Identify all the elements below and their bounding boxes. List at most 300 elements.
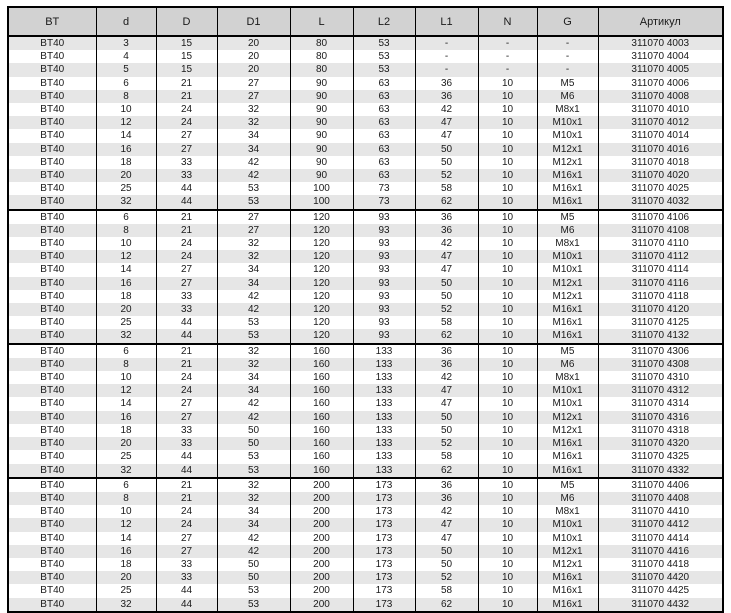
table-cell: 42 bbox=[217, 169, 290, 182]
table-cell: 62 bbox=[415, 195, 478, 209]
column-header-артикул: Артикул bbox=[598, 7, 723, 36]
table-cell: 47 bbox=[415, 532, 478, 545]
table-cell: 44 bbox=[156, 584, 217, 597]
table-cell: 36 bbox=[415, 77, 478, 90]
table-cell: BT40 bbox=[8, 182, 96, 195]
table-cell: M16x1 bbox=[537, 182, 598, 195]
table-cell: 311070 4110 bbox=[598, 237, 723, 250]
table-cell: 20 bbox=[217, 36, 290, 50]
table-cell: 25 bbox=[96, 182, 156, 195]
table-cell: BT40 bbox=[8, 532, 96, 545]
table-cell: M12x1 bbox=[537, 558, 598, 571]
table-cell: 34 bbox=[217, 129, 290, 142]
table-cell: 311070 4106 bbox=[598, 210, 723, 224]
table-cell: M16x1 bbox=[537, 195, 598, 209]
table-cell: 311070 4418 bbox=[598, 558, 723, 571]
table-row bbox=[8, 424, 723, 437]
table-row bbox=[8, 277, 723, 290]
table-cell: 8 bbox=[96, 90, 156, 103]
table-cell: 80 bbox=[290, 63, 353, 76]
header-row bbox=[8, 7, 723, 36]
table-cell: 93 bbox=[353, 277, 415, 290]
table-cell: 16 bbox=[96, 277, 156, 290]
table-cell: 47 bbox=[415, 384, 478, 397]
table-cell: BT40 bbox=[8, 384, 96, 397]
table-cell: 120 bbox=[290, 303, 353, 316]
table-cell: 5 bbox=[96, 63, 156, 76]
table-cell: 21 bbox=[156, 90, 217, 103]
table-cell: 42 bbox=[217, 303, 290, 316]
table-cell: 90 bbox=[290, 129, 353, 142]
table-cell: 21 bbox=[156, 224, 217, 237]
table-row bbox=[8, 358, 723, 371]
table-cell: BT40 bbox=[8, 77, 96, 90]
table-cell: 58 bbox=[415, 182, 478, 195]
table-cell: BT40 bbox=[8, 450, 96, 463]
table-cell: 10 bbox=[478, 103, 537, 116]
table-cell: 10 bbox=[478, 397, 537, 410]
table-cell: 311070 4012 bbox=[598, 116, 723, 129]
table-cell: 10 bbox=[478, 77, 537, 90]
table-cell: M16x1 bbox=[537, 598, 598, 612]
table-cell: 42 bbox=[217, 397, 290, 410]
table-cell: 32 bbox=[96, 598, 156, 612]
table-cell: 133 bbox=[353, 397, 415, 410]
table-cell: 311070 4003 bbox=[598, 36, 723, 50]
table-cell: 311070 4114 bbox=[598, 263, 723, 276]
column-header-g: G bbox=[537, 7, 598, 36]
table-cell: 93 bbox=[353, 210, 415, 224]
table-cell: 58 bbox=[415, 584, 478, 597]
table-cell: 311070 4006 bbox=[598, 77, 723, 90]
table-cell: 27 bbox=[156, 143, 217, 156]
table-cell: 133 bbox=[353, 464, 415, 478]
table-cell: - bbox=[537, 63, 598, 76]
table-cell: 53 bbox=[217, 464, 290, 478]
table-cell: 311070 4004 bbox=[598, 50, 723, 63]
table-cell: 200 bbox=[290, 571, 353, 584]
table-cell: M6 bbox=[537, 224, 598, 237]
table-cell: M8x1 bbox=[537, 371, 598, 384]
table-cell: M5 bbox=[537, 478, 598, 492]
table-cell: 16 bbox=[96, 411, 156, 424]
table-cell: 44 bbox=[156, 316, 217, 329]
table-cell: 10 bbox=[478, 518, 537, 531]
table-cell: 18 bbox=[96, 290, 156, 303]
table-cell: 44 bbox=[156, 598, 217, 612]
table-cell: 24 bbox=[156, 116, 217, 129]
table-cell: BT40 bbox=[8, 344, 96, 358]
table-cell: 34 bbox=[217, 518, 290, 531]
table-cell: BT40 bbox=[8, 250, 96, 263]
table-cell: 47 bbox=[415, 129, 478, 142]
table-cell: 50 bbox=[217, 437, 290, 450]
table-row bbox=[8, 195, 723, 209]
table-cell: 173 bbox=[353, 518, 415, 531]
table-cell: 32 bbox=[217, 492, 290, 505]
table-cell: 311070 4310 bbox=[598, 371, 723, 384]
table-cell: M10x1 bbox=[537, 263, 598, 276]
table-cell: 32 bbox=[217, 358, 290, 371]
column-header-d: d bbox=[96, 7, 156, 36]
table-cell: 10 bbox=[478, 290, 537, 303]
table-cell: 10 bbox=[478, 224, 537, 237]
table-cell: 21 bbox=[156, 492, 217, 505]
table-cell: 50 bbox=[415, 411, 478, 424]
table-cell: 10 bbox=[478, 263, 537, 276]
table-cell: 90 bbox=[290, 77, 353, 90]
table-cell: 90 bbox=[290, 156, 353, 169]
table-row bbox=[8, 156, 723, 169]
table-cell: 133 bbox=[353, 384, 415, 397]
table-cell: M16x1 bbox=[537, 571, 598, 584]
table-cell: M8x1 bbox=[537, 505, 598, 518]
table-row bbox=[8, 492, 723, 505]
table-cell: 311070 4132 bbox=[598, 329, 723, 343]
table-cell: 21 bbox=[156, 210, 217, 224]
table-cell: 10 bbox=[478, 532, 537, 545]
table-cell: BT40 bbox=[8, 129, 96, 142]
table-cell: 90 bbox=[290, 103, 353, 116]
table-cell: 33 bbox=[156, 290, 217, 303]
table-cell: BT40 bbox=[8, 371, 96, 384]
table-cell: 10 bbox=[478, 464, 537, 478]
table-cell: 10 bbox=[478, 277, 537, 290]
table-cell: 133 bbox=[353, 344, 415, 358]
table-cell: M10x1 bbox=[537, 116, 598, 129]
table-cell: 50 bbox=[217, 424, 290, 437]
table-cell: 10 bbox=[478, 584, 537, 597]
table-cell: 10 bbox=[478, 210, 537, 224]
table-cell: 6 bbox=[96, 478, 156, 492]
table-cell: 10 bbox=[478, 371, 537, 384]
table-cell: BT40 bbox=[8, 437, 96, 450]
table-cell: BT40 bbox=[8, 329, 96, 343]
table-cell: 4 bbox=[96, 50, 156, 63]
table-cell: BT40 bbox=[8, 411, 96, 424]
table-cell: 120 bbox=[290, 277, 353, 290]
table-cell: M12x1 bbox=[537, 545, 598, 558]
table-cell: 42 bbox=[415, 237, 478, 250]
table-cell: 133 bbox=[353, 371, 415, 384]
table-cell: M16x1 bbox=[537, 329, 598, 343]
table-cell: M12x1 bbox=[537, 290, 598, 303]
table-cell: - bbox=[478, 36, 537, 50]
table-cell: 33 bbox=[156, 169, 217, 182]
table-cell: 44 bbox=[156, 329, 217, 343]
table-cell: 200 bbox=[290, 584, 353, 597]
table-cell: 311070 4412 bbox=[598, 518, 723, 531]
table-cell: - bbox=[537, 50, 598, 63]
table-cell: 53 bbox=[217, 182, 290, 195]
table-cell: 10 bbox=[478, 384, 537, 397]
table-cell: 160 bbox=[290, 397, 353, 410]
table-row bbox=[8, 250, 723, 263]
table-cell: 32 bbox=[96, 329, 156, 343]
table-cell: 8 bbox=[96, 224, 156, 237]
table-row bbox=[8, 224, 723, 237]
table-cell: 173 bbox=[353, 545, 415, 558]
table-cell: 160 bbox=[290, 437, 353, 450]
table-row bbox=[8, 437, 723, 450]
table-cell: 120 bbox=[290, 329, 353, 343]
table-cell: 90 bbox=[290, 143, 353, 156]
table-cell: 25 bbox=[96, 450, 156, 463]
table-cell: 311070 4125 bbox=[598, 316, 723, 329]
table-cell: 311070 4112 bbox=[598, 250, 723, 263]
table-cell: 36 bbox=[415, 210, 478, 224]
table-cell: 10 bbox=[478, 303, 537, 316]
table-cell: 32 bbox=[96, 464, 156, 478]
table-cell: 24 bbox=[156, 384, 217, 397]
table-cell: 63 bbox=[353, 90, 415, 103]
column-header-n: N bbox=[478, 7, 537, 36]
table-cell: M12x1 bbox=[537, 156, 598, 169]
table-cell: 10 bbox=[478, 156, 537, 169]
table-cell: 311070 4316 bbox=[598, 411, 723, 424]
table-cell: BT40 bbox=[8, 103, 96, 116]
table-cell: 34 bbox=[217, 371, 290, 384]
table-cell: M12x1 bbox=[537, 411, 598, 424]
table-cell: 10 bbox=[478, 143, 537, 156]
table-cell: 52 bbox=[415, 303, 478, 316]
table-cell: 160 bbox=[290, 371, 353, 384]
table-cell: M16x1 bbox=[537, 437, 598, 450]
table-cell: 200 bbox=[290, 545, 353, 558]
table-cell: 120 bbox=[290, 263, 353, 276]
table-cell: 18 bbox=[96, 156, 156, 169]
table-row bbox=[8, 103, 723, 116]
table-header bbox=[8, 7, 723, 36]
table-cell: 52 bbox=[415, 169, 478, 182]
table-cell: 63 bbox=[353, 116, 415, 129]
table-cell: M5 bbox=[537, 77, 598, 90]
table-cell: BT40 bbox=[8, 169, 96, 182]
table-cell: 21 bbox=[156, 77, 217, 90]
table-cell: BT40 bbox=[8, 492, 96, 505]
table-cell: 160 bbox=[290, 464, 353, 478]
table-cell: 32 bbox=[217, 237, 290, 250]
table-cell: BT40 bbox=[8, 210, 96, 224]
table-cell: 311070 4032 bbox=[598, 195, 723, 209]
table-cell: BT40 bbox=[8, 224, 96, 237]
table-cell: 32 bbox=[217, 103, 290, 116]
table-cell: 58 bbox=[415, 450, 478, 463]
table-cell: 6 bbox=[96, 210, 156, 224]
table-cell: 32 bbox=[217, 250, 290, 263]
column-header-d: D bbox=[156, 7, 217, 36]
table-cell: 160 bbox=[290, 450, 353, 463]
table-cell: 24 bbox=[156, 518, 217, 531]
table-cell: 15 bbox=[156, 36, 217, 50]
table-cell: M12x1 bbox=[537, 424, 598, 437]
table-cell: 133 bbox=[353, 437, 415, 450]
table-row bbox=[8, 63, 723, 76]
table-row bbox=[8, 518, 723, 531]
table-cell: 311070 4420 bbox=[598, 571, 723, 584]
table-cell: 42 bbox=[415, 371, 478, 384]
table-cell: BT40 bbox=[8, 143, 96, 156]
table-cell: M10x1 bbox=[537, 384, 598, 397]
table-cell: 34 bbox=[217, 277, 290, 290]
table-cell: 12 bbox=[96, 250, 156, 263]
table-cell: BT40 bbox=[8, 90, 96, 103]
table-cell: 50 bbox=[415, 545, 478, 558]
table-row bbox=[8, 50, 723, 63]
table-cell: 21 bbox=[156, 358, 217, 371]
table-cell: BT40 bbox=[8, 584, 96, 597]
table-cell: - bbox=[478, 50, 537, 63]
table-cell: 93 bbox=[353, 250, 415, 263]
table-cell: 10 bbox=[96, 505, 156, 518]
table-cell: 42 bbox=[415, 505, 478, 518]
table-cell: 10 bbox=[478, 237, 537, 250]
table-cell: 20 bbox=[96, 303, 156, 316]
table-cell: 100 bbox=[290, 195, 353, 209]
table-cell: BT40 bbox=[8, 237, 96, 250]
table-cell: 10 bbox=[478, 344, 537, 358]
table-cell: 73 bbox=[353, 195, 415, 209]
table-cell: 8 bbox=[96, 492, 156, 505]
table-cell: 34 bbox=[217, 384, 290, 397]
table-cell: 311070 4425 bbox=[598, 584, 723, 597]
table-cell: 16 bbox=[96, 143, 156, 156]
table-cell: 93 bbox=[353, 237, 415, 250]
table-cell: 53 bbox=[353, 36, 415, 50]
table-cell: 53 bbox=[353, 63, 415, 76]
table-cell: 90 bbox=[290, 116, 353, 129]
table-row bbox=[8, 545, 723, 558]
table-cell: 10 bbox=[478, 195, 537, 209]
table-row bbox=[8, 210, 723, 224]
table-row bbox=[8, 116, 723, 129]
table-cell: 10 bbox=[478, 182, 537, 195]
table-cell: 311070 4025 bbox=[598, 182, 723, 195]
table-cell: 62 bbox=[415, 464, 478, 478]
table-cell: 10 bbox=[478, 90, 537, 103]
table-cell: 50 bbox=[415, 277, 478, 290]
table-cell: M10x1 bbox=[537, 518, 598, 531]
table-cell: BT40 bbox=[8, 571, 96, 584]
table-cell: 53 bbox=[217, 598, 290, 612]
table-cell: 24 bbox=[156, 103, 217, 116]
table-cell: 80 bbox=[290, 36, 353, 50]
table-cell: BT40 bbox=[8, 478, 96, 492]
table-cell: BT40 bbox=[8, 358, 96, 371]
table-cell: 33 bbox=[156, 424, 217, 437]
table-row bbox=[8, 584, 723, 597]
table-cell: 44 bbox=[156, 450, 217, 463]
table-cell: 14 bbox=[96, 263, 156, 276]
table-row bbox=[8, 397, 723, 410]
table-cell: 53 bbox=[217, 450, 290, 463]
table-cell: - bbox=[415, 63, 478, 76]
table-cell: 100 bbox=[290, 182, 353, 195]
table-cell: 27 bbox=[156, 411, 217, 424]
table-cell: BT40 bbox=[8, 397, 96, 410]
table-cell: 42 bbox=[217, 545, 290, 558]
table-cell: 24 bbox=[156, 371, 217, 384]
table-cell: 6 bbox=[96, 77, 156, 90]
table-cell: 42 bbox=[415, 103, 478, 116]
table-cell: 10 bbox=[478, 437, 537, 450]
table-cell: 12 bbox=[96, 384, 156, 397]
table-row bbox=[8, 371, 723, 384]
table-cell: 33 bbox=[156, 558, 217, 571]
table-cell: 10 bbox=[478, 129, 537, 142]
table-cell: M16x1 bbox=[537, 316, 598, 329]
column-header-l: L bbox=[290, 7, 353, 36]
table-cell: 6 bbox=[96, 344, 156, 358]
table-cell: 63 bbox=[353, 143, 415, 156]
table-cell: 42 bbox=[217, 411, 290, 424]
table-cell: M16x1 bbox=[537, 450, 598, 463]
table-cell: 58 bbox=[415, 316, 478, 329]
table-cell: 311070 4320 bbox=[598, 437, 723, 450]
table-cell: BT40 bbox=[8, 303, 96, 316]
table-cell: 311070 4010 bbox=[598, 103, 723, 116]
table-cell: 27 bbox=[156, 545, 217, 558]
table-cell: 10 bbox=[478, 450, 537, 463]
table-cell: 33 bbox=[156, 156, 217, 169]
table-cell: 27 bbox=[217, 77, 290, 90]
table-cell: 311070 4410 bbox=[598, 505, 723, 518]
table-cell: 200 bbox=[290, 492, 353, 505]
table-cell: BT40 bbox=[8, 63, 96, 76]
table-cell: 47 bbox=[415, 250, 478, 263]
table-cell: 200 bbox=[290, 505, 353, 518]
table-cell: M12x1 bbox=[537, 143, 598, 156]
table-cell: 47 bbox=[415, 397, 478, 410]
column-header-l2: L2 bbox=[353, 7, 415, 36]
table-cell: M10x1 bbox=[537, 532, 598, 545]
table-cell: 47 bbox=[415, 263, 478, 276]
table-cell: BT40 bbox=[8, 518, 96, 531]
table-row bbox=[8, 598, 723, 612]
table-row bbox=[8, 36, 723, 50]
table-cell: 311070 4014 bbox=[598, 129, 723, 142]
table-cell: 311070 4108 bbox=[598, 224, 723, 237]
table-cell: 27 bbox=[156, 263, 217, 276]
column-header-d1: D1 bbox=[217, 7, 290, 36]
table-cell: 36 bbox=[415, 492, 478, 505]
table-row bbox=[8, 316, 723, 329]
table-cell: 200 bbox=[290, 518, 353, 531]
table-cell: 52 bbox=[415, 571, 478, 584]
table-cell: 173 bbox=[353, 478, 415, 492]
table-cell: 120 bbox=[290, 250, 353, 263]
table-cell: - bbox=[415, 50, 478, 63]
table-cell: 133 bbox=[353, 411, 415, 424]
table-cell: 10 bbox=[478, 545, 537, 558]
table-cell: - bbox=[415, 36, 478, 50]
table-cell: 50 bbox=[217, 558, 290, 571]
table-cell: 311070 4306 bbox=[598, 344, 723, 358]
table-cell: 24 bbox=[156, 237, 217, 250]
table-cell: 200 bbox=[290, 532, 353, 545]
table-cell: 36 bbox=[415, 478, 478, 492]
table-cell: M5 bbox=[537, 344, 598, 358]
table-cell: BT40 bbox=[8, 464, 96, 478]
table-cell: 32 bbox=[96, 195, 156, 209]
table-cell: 10 bbox=[478, 505, 537, 518]
table-row bbox=[8, 558, 723, 571]
table-cell: 20 bbox=[217, 50, 290, 63]
table-cell: BT40 bbox=[8, 263, 96, 276]
table-row bbox=[8, 263, 723, 276]
table-cell: 311070 4416 bbox=[598, 545, 723, 558]
table-cell: 311070 4118 bbox=[598, 290, 723, 303]
